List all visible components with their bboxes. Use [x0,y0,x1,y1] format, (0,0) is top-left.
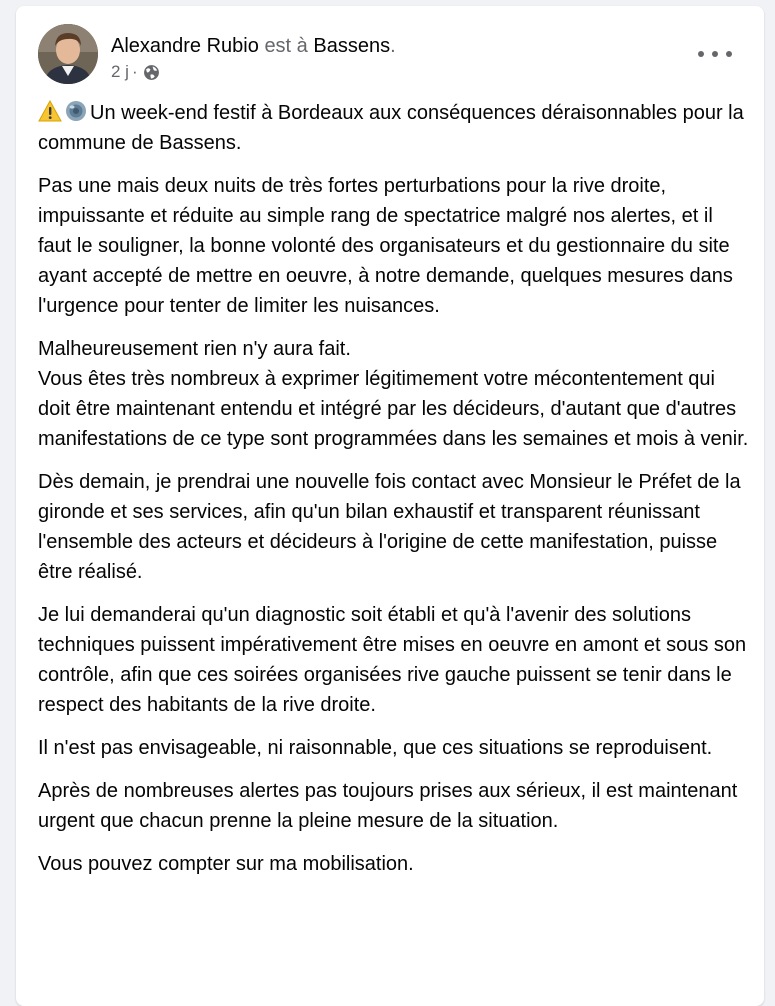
globe-icon[interactable] [143,64,160,81]
location-name[interactable]: Bassens [313,35,391,57]
paragraph-text: Un week-end festif à Bordeaux aux conséquences déraisonnables pour la commune de Bassens. [38,102,744,154]
more-options-button[interactable] [698,44,732,64]
post-paragraph [38,334,750,454]
more-dot-icon [712,51,718,57]
location-suffix: . [390,35,396,57]
speaker-icon [64,100,88,122]
avatar-photo-icon [38,24,98,84]
post-header [38,24,742,86]
post-card [16,6,764,1006]
post-paragraph: Pas une mais deux nuits de très fortes perturbations pour la rive droite, impuissante et réduite au simple rang de spectatrice malgré nos alertes, et il faut le souligner, la bonne volonté des organisateurs et du gestionnaire du site ayant accepté de mettre en oeuvre, à notre demande, quelques mesures dans l'urgence pour tenter de limiter les nuisances. [38,175,733,317]
meta-separator: · [131,62,138,81]
more-dot-icon [726,51,732,57]
paragraph-text: Malheureusement rien n'y aura fait. [38,338,351,360]
post-paragraph: Dès demain, je prendrai une nouvelle fois contact avec Monsieur le Préfet de la gironde et ses services, afin qu'un bilan exhaustif et transparent réunissant l'ensemble des acteurs et décideurs à l'origine de cette manifestation, puisse être réalisé. [38,471,741,583]
author-name[interactable]: Alexandre Rubio [111,35,259,57]
post-paragraph: Je lui demanderai qu'un diagnostic soit établi et qu'à l'avenir des solutions techniques puissent impérativement être mises en oeuvre en amont et sous son contrôle, afin que ces soirées organisées rive gauche puissent se tenir dans le respect des habitants de la rive droite. [38,604,747,716]
author-avatar[interactable] [38,24,98,84]
paragraph-text: Vous êtes très nombreux à exprimer légitimement votre mécontentement qui doit être maintenant entendu et intégré par les décideurs, d'autant que d'autres manifestations de ce type sont programmées dans les semaines et mois à venir. [38,368,749,450]
post-meta [111,62,160,82]
post-paragraph: Après de nombreuses alertes pas toujours prises aux sérieux, il est maintenant urgent que chacun prenne la pleine mesure de la situation. [38,780,738,832]
location-prefix: est à [264,35,308,57]
post-body [38,98,750,892]
post-timestamp[interactable]: 2 j [111,62,129,81]
post-paragraph [38,98,750,158]
post-paragraph: Il n'est pas envisageable, ni raisonnable, que ces situations se reproduisent. [38,737,713,759]
author-line [111,34,396,58]
more-dot-icon [698,51,704,57]
warning-icon [38,100,62,122]
post-paragraph: Vous pouvez compter sur ma mobilisation. [38,853,414,875]
